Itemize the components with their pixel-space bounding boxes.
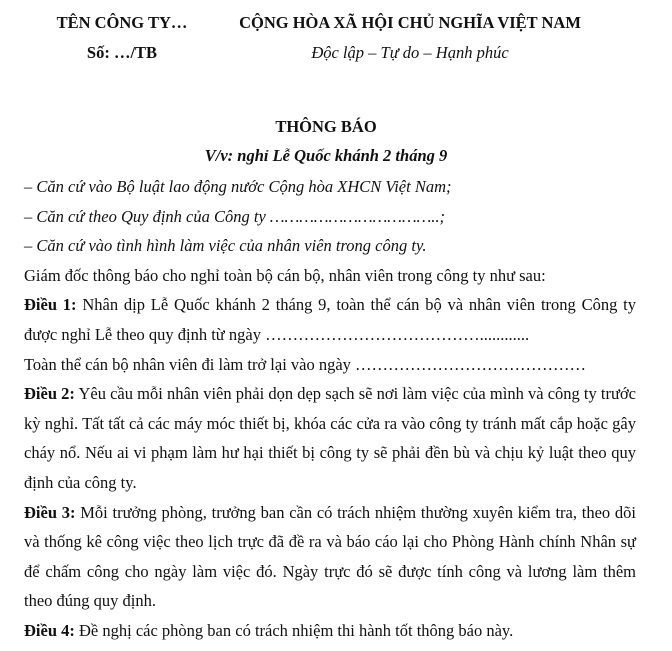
article-label: Điều 1: (24, 295, 77, 315)
article-text: Đề nghị các phòng ban có trách nhiệm thi hành tốt thông báo này. (74, 620, 514, 640)
document-subtitle: V/v: nghỉ Lễ Quốc khánh 2 tháng 9 (204, 146, 448, 165)
intro-paragraph: Giám đốc thông báo cho nghỉ toàn bộ cán bộ, nhân viên trong công ty như sau: (24, 265, 546, 285)
article-2 (24, 379, 636, 497)
basis-line: – Căn cứ theo Quy định của Công ty ……………………………..; (24, 206, 446, 226)
national-header (222, 8, 598, 68)
basis-line: – Căn cứ vào Bộ luật lao động nước Cộng hòa XHCN Việt Nam; (24, 177, 452, 196)
document-title: THÔNG BÁO (275, 117, 377, 136)
article-4 (24, 616, 636, 646)
article-3 (24, 498, 636, 616)
company-header (22, 8, 222, 68)
article-text: Mỗi trưởng phòng, trưởng ban cần có trách nhiệm thường xuyên kiểm tra, theo dõi và thống kê công việc theo lịch trực đã đề ra và báo cáo lại cho Phòng Hành chính Nhân sự để chấm công cho ngày làm việc đó. Ngày trực đó sẽ được tính công và lương làm thêm theo đúng quy định. (24, 502, 636, 611)
basis-line: – Căn cứ vào tình hình làm việc của nhân viên trong công ty. (24, 236, 427, 256)
return-date-line: Toàn thể cán bộ nhân viên đi làm trở lại vào ngày …………………………………… (24, 354, 587, 374)
article-label: Điều 2: (24, 384, 75, 404)
national-motto: Độc lập – Tự do – Hạnh phúc (311, 43, 509, 62)
article-label: Điều 3: (24, 502, 76, 522)
article-text: Yêu cầu mỗi nhân viên phải dọn dẹp sạch sẽ nơi làm việc của mình và công ty trước kỳ nghỉ. Tất tất cả các máy móc thiết bị, khóa các cửa ra vào công ty tránh mất cắp hoặc gây cháy nổ. Nếu ai vi phạm làm hư hại thiết bị công ty sẽ phải đền bù và chịu kỷ luật theo quy định của công ty. (24, 384, 636, 492)
document-body (24, 172, 636, 646)
company-name: TÊN CÔNG TY… (56, 13, 188, 32)
country-name: CỘNG HÒA XÃ HỘI CHỦ NGHĨA VIỆT NAM (239, 13, 581, 32)
article-1 (24, 290, 636, 349)
article-label: Điều 4: (24, 620, 75, 640)
document-number: Số: …/TB (86, 43, 158, 62)
article-text: Nhân dịp Lễ Quốc khánh 2 tháng 9, toàn thể cán bộ và nhân viên trong Công ty được nghỉ Lễ theo quy định từ ngày …………………………………............ (24, 295, 636, 344)
